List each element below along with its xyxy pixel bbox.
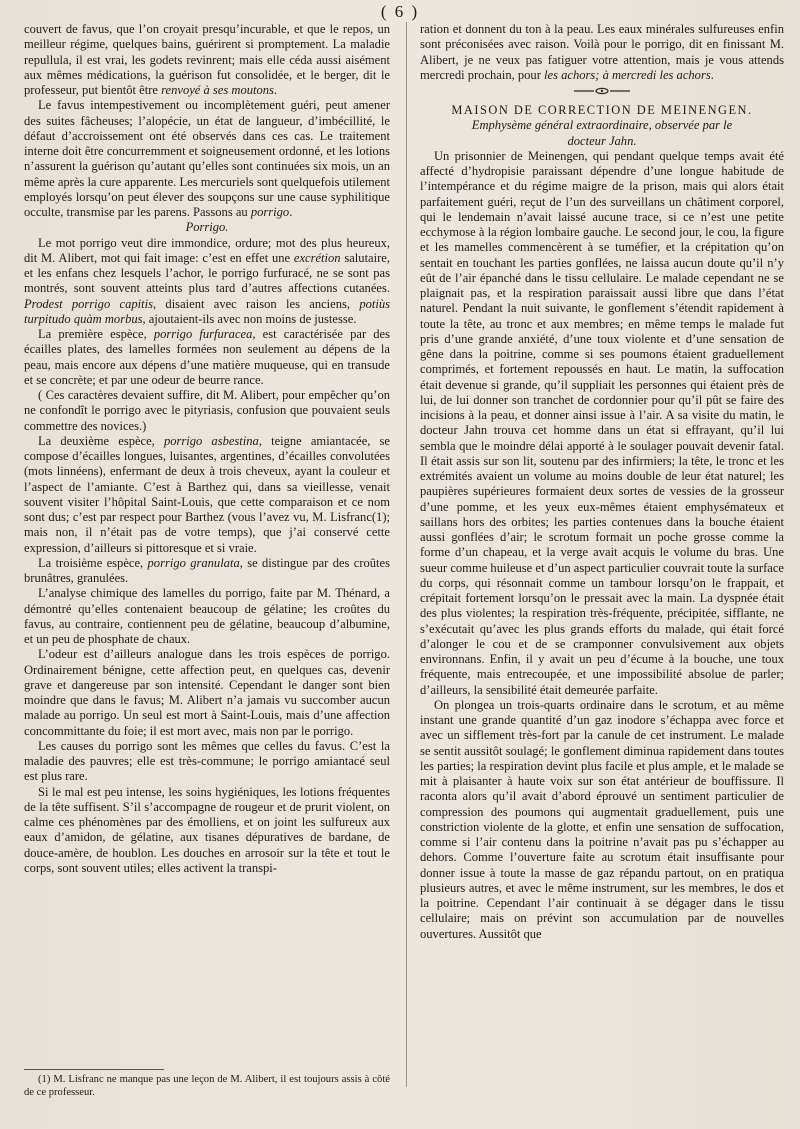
right-column-body bbox=[420, 149, 784, 942]
paragraph: La deuxième espèce, porrigo asbestina, teigne amiantacée, se compose d’écailles longues, luisantes, argentines, d’écailles convolutées (mots linnéens), enfermant de deux à trois cheveux, ayant la couleur et l’aspect de l’amiante. C’est à Barthez qui, dans sa vieillesse, venait souvent visiter l’hôpital Saint-Louis, que cette comparaison et ce nom sont dus; c’est par respect pour Barthez (vous l’avez vu, M. Lisfranc(1); mais non, il n’était pas de votre temps), que j’ai conservé cette expression, d’ailleurs si pittoresque et si vraie. bbox=[24, 433, 390, 555]
page-number: ( 6 ) bbox=[380, 2, 420, 21]
paragraph: L’odeur est d’ailleurs analogue dans les trois espèces de porrigo. Ordinairement bénigne, cette affection peut, en quelques cas, devenir grave et dangereuse par son intensité. Cependant le danger sont bien moindre que dans le favus; M. Alibert n’a jamais vu succomber aucun malade au porrigo. Un seul est mort à Saint-Louis, mais d’une affection concommittante du foie; il est mort avec, mais non par le porrigo. bbox=[24, 647, 390, 738]
section-subtitle-line-1: Emphysème général extraordinaire, observée par le bbox=[471, 118, 733, 133]
right-column-intro bbox=[420, 22, 784, 83]
left-column bbox=[24, 22, 390, 876]
paragraph: L’analyse chimique des lamelles du porrigo, faite par M. Thénard, a démontré qu’elles contenaient beaucoup de gélatine; les croûtes du favus, au contraire, contiennent peu de gélatine, beaucoup d’albumine, et un peu de phosphate de chaux. bbox=[24, 586, 390, 646]
paragraph: Les causes du porrigo sont les mêmes que celles du favus. C’est la maladie des pauvres; elle est très-commune; le porrigo amiantacé seul est plus rare. bbox=[24, 738, 390, 784]
footnote-divider bbox=[24, 1069, 164, 1070]
paragraph: ( Ces caractères devaient suffire, dit M. Alibert, pour empêcher qu’on ne confondît le porrigo avec le pityriasis, confusion que pouvaient seuls commettre des novices.) bbox=[24, 388, 390, 433]
paragraph: ration et donnent du ton à la peau. Les eaux minérales sulfureuses enfin sont préconisées avec raison. Voilà pour le porrigo, dit en finissant M. Alibert, je ne veux pas fatiguer votre attention, mais je vous attends mercredi prochain, pour les achors; à mercredi les achors. bbox=[420, 22, 784, 82]
paragraph: couvert de favus, que l’on croyait presqu’incurable, et que le repos, un meilleur régime, quelques bains, guérirent si promptement. La maladie repullula, il est vrai, les godets revinrent; mais elle céda aussi aisément aux mêmes médications, la guérison fut consolidée, et le berger, dit le professeur, put bientôt être renvoyé à ses moutons. bbox=[24, 22, 390, 97]
paragraph: Le mot porrigo veut dire immondice, ordure; mot des plus heureux, dit M. Alibert, mot qui fait image: c’est en effet une excrétion salutaire, et les enfans chez lesquels l’achor, le porrigo furfuracé, ne se sont pas montrés, sont souvent atteints plus tard d’autres affections cutanées. Prodest porrigo capitis, disaient avec raison les anciens, potiùs turpitudo quàm morbus, ajoutaient-ils avec non moins de justesse. bbox=[24, 235, 391, 326]
paragraph: La première espèce, porrigo furfuracea, est caractérisée par des écailles plates, des lamelles formées non seulement au dépens de la peau, mais encore aux dépens d’une matière muqueuse, qui en transude et se concrète; et par une odeur de beurre rance. bbox=[24, 327, 391, 387]
footnote-text: (1) M. Lisfranc ne manque pas une leçon de M. Alibert, il est toujours assis à côté de ce professeur. bbox=[24, 1074, 390, 1098]
paragraph: Un prisonnier de Meinengen, qui pendant quelque temps avait été affecté d’hydropisie paraissant dépendre d’une longue habitude de l’intempérance et du régime maigre de la prison, mais qui alors était parfaitement guéri, reçut de l’un des surveillans un châtiment corporel, qui le lendemain n’avait laissé aucune trace, si ce n’est une petite ecchymose à la région lombaire gauche. Le second jour, le cou, la figure et les mamelles commencèrent à se tuméfier, et la crépitation qu’on sentait en touchant les parties gonflées, ne laissa aucun doute qu’il n’y eût de l’air épanché dans le tissu cellulaire. Le malade cependant ne se plaignait pas, et la respiration paraissait aussi libre que dans l’état naturel. Pendant la nuit suivante, le gonflement s’étendit rapidement à toute la tête, au tronc et aux membres; en même temps le malade fut pris d’une grande anxiété, d’une toux violente et d’une sensation de gêne dans la poitrine, comme si ses poumons étaient graduellement comprimés, et fortement repoussés en haut. Le matin, la suffocation était devenue si grande, qu’il suppliait les personnes qui étaient près de lui, de lui donner son tranchet de cordonnier pour qu’il pût se faire des incisions à la peau, et donner ainsi issue à l’air. A sa visite du matin, le docteur Jahn trouva cet homme dans un état si effrayant, qu’il lui sembla que le moindre délai apporté à le soulager pouvait devenir fatal. Il était assis sur son lit, soutenu par des infirmiers; la tête, le tronc et les extrémités avaient un volume au moins double de leur état naturel; les paupières supérieures formaient deux sortes de vessies de la grosseur d’une pomme, et les yeux eux-mêmes étaient emphysémateux et saillans hors des orbites; les parties contenues dans la bouche étaient aussi gonflées d’air; le scrotum formait un poche grosse comme la forme d’un chapeau, et la verge avait acquis le volume du bras. Une sueur comme huileuse et d’un aspect particulier couvrait toute la surface du corps, qui résonnait comme un tambour lorsqu’on le frappait, et crépitait fortement lorsqu’on le pressait avec la main. La dyspnée était des plus violentes; la respiration très-fréquente, précipitée, sifflante, ne s’exécutait qu’avec les plus grands efforts du malade, qui était forcé d’alonger le cou et de se cramponner convulsivement aux objets environnans. Enfin, il y avait un peu d’écume à la bouche, une toux fréquente, mais entrecoupée, et une impossibilité absolue de parler; d’ailleurs, la sensibilité était demeurée parfaite. bbox=[420, 148, 784, 697]
paragraph: On plongea un trois-quarts ordinaire dans le scrotum, et au même instant une grande quantité d’un gaz inodore s’échappa avec force et avec un sifflement très-fort par la canule de cet instrument. Le malade se sentit aussitôt soulagé; le gonflement diminua rapidement dans toutes les parties; la respiration devint plus facile et plus ample, et le malade se mit à plaisanter à haute voix sur son état antérieur de bouffissure. Il raconta alors qu’il avait d’abord éprouvé un sentiment particulier de compression des poumons qui augmentait graduellement, puis une constriction violente de la glotte, et enfin une sensation de suffocation, comme si l’air contenu dans la poitrine n’avait pas pu s’échapper au dehors. Comme l’ouverture faite au scrotum était insuffisante pour donner issue à toute la masse de gaz répandu partout, on en pratiqua plusieurs autres, et avec le même instrument, sur les membres, le dos et la poitrine. Cependant l’air continuait à se dégager dans le tissu cellulaire; mais on prévint son accumulation par de nouvelles ouvertures. Aussitôt que bbox=[420, 697, 784, 941]
subsection-title: Porrigo. bbox=[185, 220, 229, 235]
footnote bbox=[24, 1074, 390, 1099]
paragraph: La troisième espèce, porrigo granulata, se distingue par des croûtes brunâtres, granulées. bbox=[24, 555, 390, 585]
section-subtitle bbox=[420, 118, 784, 149]
column-divider bbox=[406, 22, 407, 1087]
right-column bbox=[420, 22, 784, 942]
paragraph: Le favus intempestivement ou incomplètement guéri, peut amener des suites fâcheuses; l’alopécie, un état de langueur, d’imbécillité, le défaut d’accroissement ont été observés dans ces cas. Le traitement interne doit être concurremment et soigneusement ordonné, et les lotions n’assurent la guérison qu’autant qu’elles sont continuées six mois, un an même après la cure apparente. Les mercuriels sont quelquefois utilement employés lorsqu’on peut élever des soupçons sur une cause syphilitique occulte, transmise par les parens. Passons au porrigo. bbox=[24, 98, 390, 219]
section-title: MAISON DE CORRECTION DE MEINENGEN. bbox=[451, 103, 753, 117]
paragraph: Si le mal est peu intense, les soins hygiéniques, les lotions fréquentes de la tête suffisent. S’il s’accompagne de rougeur et de prurit violent, on calme ces phénomènes par des émolliens, et on joint les sulfureux aux eaux d’amidon, de gélatine, aux tisanes dépuratives de bardane, de douce-amère, de houblon. Les douches en arrosoir sur la tête et tout le corps, sont souvent utiles; elles activent la transpi- bbox=[24, 784, 390, 875]
section-subtitle-line-2: docteur Jahn. bbox=[567, 133, 637, 148]
ornament-divider-icon bbox=[572, 87, 632, 95]
